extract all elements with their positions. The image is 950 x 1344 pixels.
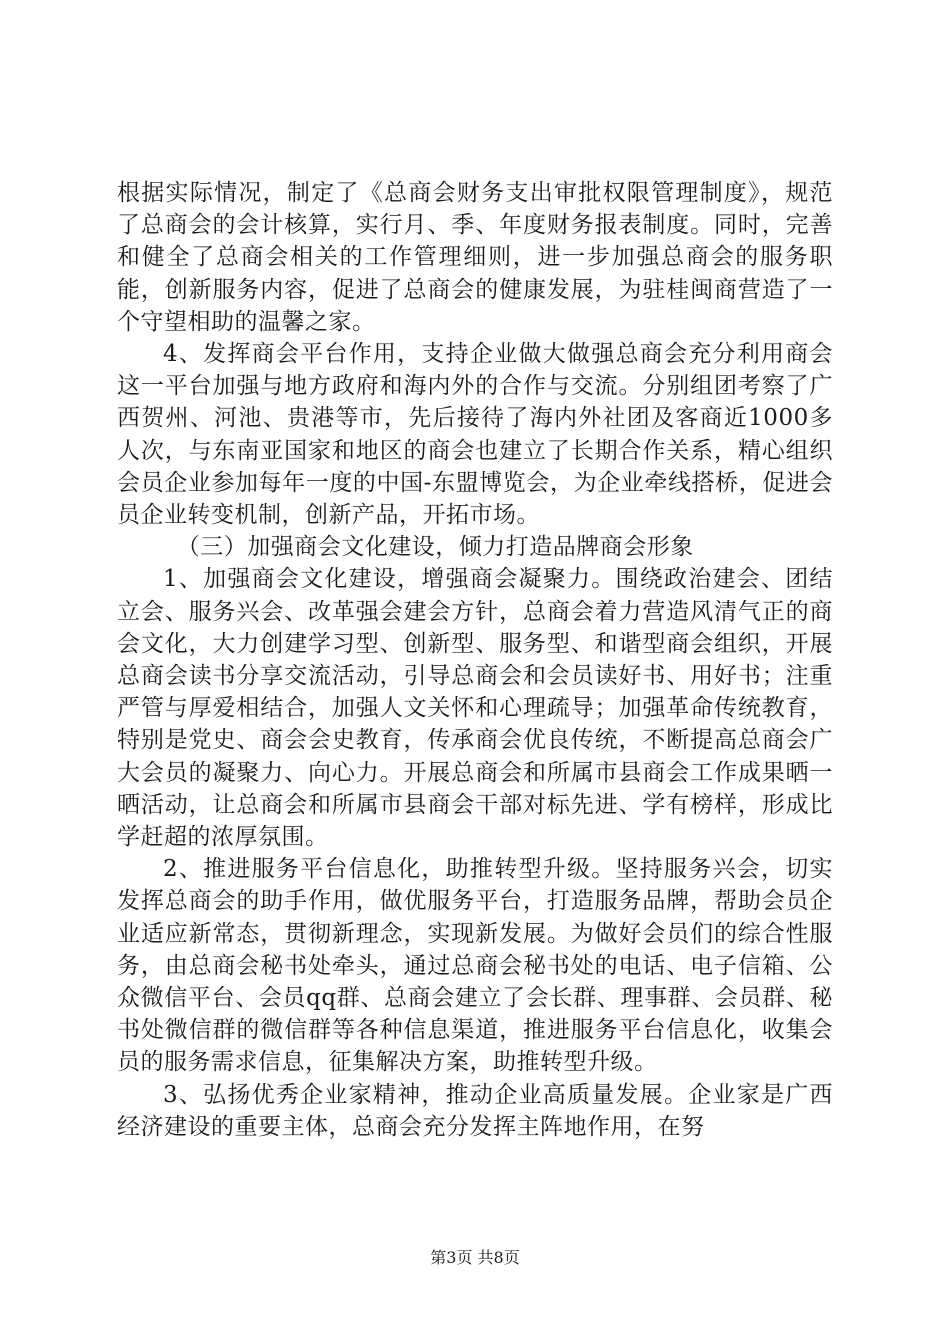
paragraph-platform-role: 4、发挥商会平台作用，支持企业做大做强总商会充分利用商会这一平台加强与地方政府和海内外的合作与交流。分别组团考察了广西贺州、河池、贵港等市，先后接待了海内外社团及客商近1000多人次，与东南亚国家和地区的商会也建立了长期合作关系，精心组织会员企业参加每年一度的中国-东盟博览会，为企业牵线搭桥，促进会员企业转变机制，创新产品，开拓市场。 xyxy=(117,341,833,529)
document-body xyxy=(117,177,833,1143)
paragraph-service-platform: 2、推进服务平台信息化，助推转型升级。坚持服务兴会，切实发挥总商会的助手作用，做优服务平台，打造服务品牌，帮助会员企业适应新常态，贯彻新理念，实现新发展。为做好会员们的综合性服务，由总商会秘书处牵头，通过总商会秘书处的电话、电子信箱、公众微信平台、会员qq群、总商会建立了会长群、理事群、会员群、秘书处微信群的微信群等各种信息渠道，推进服务平台信息化，收集会员的服务需求信息，征集解决方案，助推转型升级。 xyxy=(117,856,833,1076)
paragraph-financial-system: 根据实际情况，制定了《总商会财务支出审批权限管理制度》，规范了总商会的会计核算，实行月、季、年度财务报表制度。同时，完善和健全了总商会相关的工作管理细则，进一步加强总商会的服务职能，创新服务内容，促进了总商会的健康发展，为驻桂闽商营造了一个守望相助的温馨之家。 xyxy=(117,180,833,335)
section-heading-culture: （三）加强商会文化建设，倾力打造品牌商会形象 xyxy=(176,534,694,561)
page-footer: 第3页 共8页 xyxy=(430,1248,520,1267)
paragraph-culture-building: 1、加强商会文化建设，增强商会凝聚力。围绕政治建会、团结立会、服务兴会、改革强会建会方针，总商会着力营造风清气正的商会文化，大力创建学习型、创新型、服务型、和谐型商会组织，开展总商会读书分享交流活动，引导总商会和会员读好书、用好书；注重严管与厚爱相结合，加强人文关怀和心理疏导；加强革命传统教育，特别是党史、商会会史教育，传承商会优良传统，不断提高总商会广大会员的凝聚力、向心力。开展总商会和所属市县商会工作成果晒一晒活动，让总商会和所属市县商会干部对标先进、学有榜样，形成比学赶超的浓厚氛围。 xyxy=(117,566,833,851)
paragraph-entrepreneur-spirit: 3、弘扬优秀企业家精神，推动企业高质量发展。企业家是广西经济建设的重要主体，总商会充分发挥主阵地作用，在努 xyxy=(117,1081,833,1140)
